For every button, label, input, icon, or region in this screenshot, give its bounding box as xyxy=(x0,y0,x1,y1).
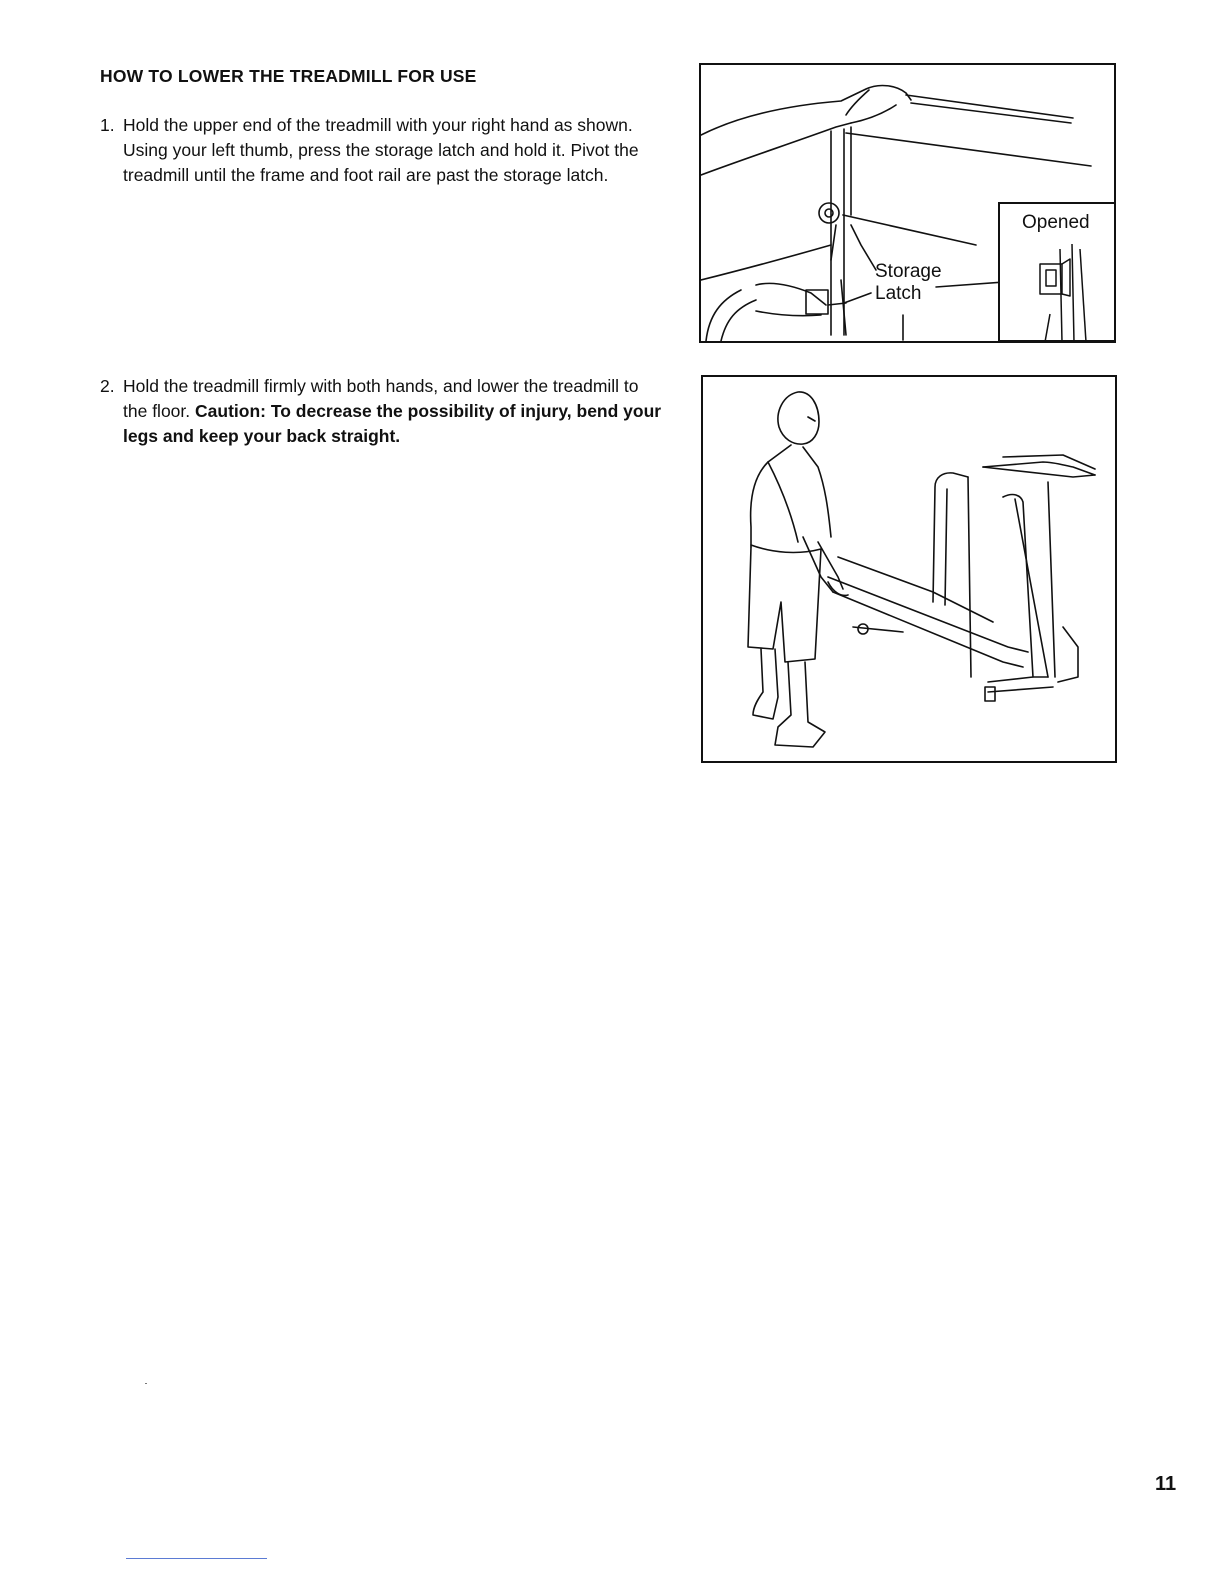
footer-rule xyxy=(126,1558,267,1559)
step-2-text: Hold the treadmill firmly with both hands, and lower the treadmill to the floor. xyxy=(123,376,639,421)
section-heading: HOW TO LOWER THE TREADMILL FOR USE xyxy=(100,66,477,86)
scan-speck xyxy=(145,1383,147,1384)
lowering-treadmill-illustration xyxy=(703,377,1119,765)
step-2-body xyxy=(123,374,665,449)
step-1 xyxy=(100,113,665,188)
storage-latch-callout xyxy=(875,261,942,305)
storage-callout-line1: Storage xyxy=(875,261,942,282)
opened-latch-illustration xyxy=(1000,204,1116,342)
step-2 xyxy=(100,374,665,449)
step-2-number: 2. xyxy=(100,376,115,396)
storage-callout-line2: Latch xyxy=(875,283,922,304)
step-1-text: Hold the upper end of the treadmill with your right hand as shown. Using your left thumb, press the storage latch and hold it. Pivot the treadmill until the frame and foot rail are past the storage latch. xyxy=(123,115,639,185)
lowering-treadmill-figure xyxy=(701,375,1117,763)
inset-label: Opened xyxy=(1022,212,1090,233)
opened-latch-inset xyxy=(998,202,1116,342)
storage-latch-figure xyxy=(699,63,1116,343)
page-number: 11 xyxy=(1155,1473,1177,1495)
step-2-caution: Caution: To decrease the possibility of injury, bend your legs and keep your back straight. xyxy=(123,401,662,446)
step-1-number: 1. xyxy=(100,115,115,135)
